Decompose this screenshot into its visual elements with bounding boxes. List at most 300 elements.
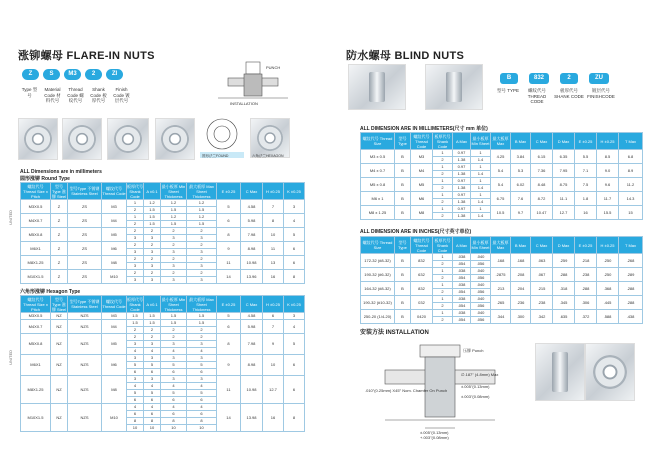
cell-shank: 5 (127, 362, 144, 369)
table-row (361, 150, 643, 157)
cell-code: M4 (102, 214, 127, 228)
cell-c: .168 (511, 254, 531, 268)
cell-shank: 3 (127, 341, 144, 348)
cell-max: 6 (187, 397, 217, 404)
cell-h: 8 (263, 214, 284, 228)
cell-a: .054 (453, 303, 471, 310)
header-cell: 最大板厚 Max (491, 133, 511, 150)
hex-flange-label: 六角法兰HEXAGON (252, 154, 284, 158)
cell-a: 3 (144, 376, 161, 383)
cell-a: 3 (144, 355, 161, 362)
blind-mm-table (360, 132, 643, 220)
cell-shank: 1 (433, 282, 453, 289)
cell-min: 2 (161, 270, 187, 277)
cell-size: M8X1.25 (21, 256, 51, 270)
cell-h: 16 (263, 270, 284, 284)
cell-type: B (395, 282, 411, 296)
cell-d: .215 (531, 282, 553, 296)
cell-code: M10 (102, 270, 127, 284)
cell-min: 10 (161, 425, 187, 432)
blind-caption-type: 型号 TYPE (496, 88, 519, 93)
header-cell: D Max (553, 133, 575, 150)
cell-shank: 2 (433, 213, 453, 220)
cell-max: 2 (187, 228, 217, 235)
cell-min: 1 (471, 164, 491, 171)
header-cell: 型号 Type (395, 133, 411, 150)
cell-e: .318 (553, 282, 575, 296)
cell-shank: 2 (433, 185, 453, 192)
hex-flange-drawing (252, 150, 298, 160)
cell-max: 5 (187, 390, 217, 397)
cell-max: 4 (187, 383, 217, 390)
table-row (21, 214, 305, 221)
header-cell: 型号Type 不锈钢 Stainless Steel (68, 296, 102, 313)
cell-min: 3 (161, 341, 187, 348)
punch-label: PUNCH (266, 65, 281, 70)
cell-a: 0.97 (453, 192, 471, 199)
cell-i: .445 (597, 296, 619, 310)
cell-min: 1.4 (471, 199, 491, 206)
cell-shank: 1 (433, 164, 453, 171)
cell-shank: 4 (127, 383, 144, 390)
cell-s: NZ (51, 334, 68, 355)
table-row (21, 320, 305, 327)
cell-min: 1.5 (161, 221, 187, 228)
blind-nut-photo-2 (425, 64, 483, 110)
cell-code: 032 (411, 296, 433, 310)
table-row (361, 296, 643, 303)
header-cell: 最大板厚 Max Sheet Thickness (187, 183, 217, 200)
cell-ss: ZS (68, 200, 102, 214)
cell-code: M4 (102, 320, 127, 334)
cell-d: 6.15 (531, 150, 553, 164)
cell-s: Z (51, 228, 68, 242)
cell-t: .268 (619, 254, 643, 268)
dims-note: ALL Dimensions are in millimeters (20, 169, 102, 175)
cell-e: 6 (217, 320, 241, 334)
round-type-table (20, 182, 305, 284)
cell-a: 0.97 (453, 178, 471, 185)
cell-shank: 1 (433, 254, 453, 261)
table-row (21, 376, 305, 383)
mm-header-row (361, 133, 643, 150)
cell-c: .300 (511, 310, 531, 324)
cell-b: .213 (491, 282, 511, 296)
cell-code: 0420 (411, 310, 433, 324)
cell-e: .288 (553, 268, 575, 282)
cell-shank: 2 (127, 207, 144, 214)
header-cell: 最大板厚 Max Sheet Thickness (187, 296, 217, 313)
cell-shank: 2 (433, 317, 453, 324)
cell-k: 5 (284, 228, 305, 242)
code-shank: 2 (85, 69, 102, 80)
cell-max: 8 (187, 418, 217, 425)
cell-code: M10 (102, 404, 127, 432)
header-cell: 板厚代号 Shank Code (127, 183, 143, 199)
cell-max: 10 (187, 425, 217, 432)
header-cell: A Max (453, 133, 471, 150)
cell-shank: 3 (127, 277, 144, 284)
cell-d: .238 (531, 296, 553, 310)
cell-k: 6 (284, 256, 305, 270)
blind-code-captions (496, 88, 616, 105)
cell-type: B (395, 268, 411, 282)
cell-e: 7.95 (553, 164, 575, 178)
cell-size: M10X1.5 (21, 270, 51, 284)
cell-shank: 2 (127, 270, 144, 277)
cell-i: 11.7 (597, 192, 619, 206)
cell-t: 6.8 (619, 150, 643, 164)
cell-shank: 1 (433, 178, 453, 185)
cell-k: 3 (284, 200, 305, 214)
cell-shank: 2 (433, 303, 453, 310)
cell-max: 1.2 (187, 214, 217, 221)
cell-size: 250-20 (1/4-20) (361, 310, 395, 324)
cell-i: .250 (597, 268, 619, 282)
cell-shank: 1 (127, 214, 144, 221)
cell-shank: 1 (433, 310, 453, 317)
cell-a: 1.38 (453, 157, 471, 164)
cell-ss: NZS (68, 334, 102, 355)
cell-shank: 2 (127, 228, 144, 235)
cell-e: 6 (217, 214, 241, 228)
cell-min: 2 (161, 327, 187, 334)
cell-b: 5.4 (491, 164, 511, 178)
table-row (361, 164, 643, 171)
caption-finish: Finish Code 镀层代号 (113, 87, 130, 103)
cell-max: 6 (187, 411, 217, 418)
cell-code: M3 (102, 313, 127, 320)
cell-size: M4X0.7 (21, 214, 51, 228)
cell-shank: 2 (127, 327, 144, 334)
cell-min: 5 (161, 362, 187, 369)
header-cell: 螺纹代号 Thread Code (411, 133, 433, 150)
cell-h: 16 (263, 404, 284, 432)
cell-size: M8X1.25 (21, 376, 51, 404)
cell-code: M5 (102, 228, 127, 242)
cell-min: 3 (161, 355, 187, 362)
cell-c: 3.84 (511, 150, 531, 164)
cell-h: 1.8 (575, 192, 597, 206)
cell-code: 832 (411, 254, 433, 268)
cell-min: .056 (471, 275, 491, 282)
cell-min: 1.4 (471, 171, 491, 178)
cell-s: NZ (51, 376, 68, 404)
cell-i: .588 (597, 310, 619, 324)
cell-a: 6 (144, 411, 161, 418)
round-nut-photo-1 (18, 118, 58, 160)
cell-min: 4 (161, 383, 187, 390)
cell-code: M8 (102, 376, 127, 404)
cell-c: 4.58 (241, 200, 263, 214)
cell-shank: 6 (127, 397, 144, 404)
cell-min: 1.2 (161, 200, 187, 207)
cell-shank: 4 (127, 404, 144, 411)
cell-b: .265 (491, 296, 511, 310)
install-label-tol4: +.003"(0.08mm) (420, 435, 449, 440)
cell-shank: 1 (433, 206, 453, 213)
cell-a: .038 (453, 254, 471, 261)
hex-side-label: UNITED (8, 350, 13, 365)
code-finish: ZI (106, 69, 123, 80)
cell-s: Z (51, 200, 68, 214)
cell-shank: 3 (127, 355, 144, 362)
table-row (21, 242, 305, 249)
cell-shank: 1 (433, 296, 453, 303)
cell-h: 10 (263, 355, 284, 376)
cell-ss: NZS (68, 313, 102, 320)
cell-b: .168 (491, 254, 511, 268)
blind-install-photo-2 (585, 343, 635, 401)
cell-a: .054 (453, 275, 471, 282)
header-cell: K ±0.25 (284, 183, 305, 200)
header-cell: 型号Type 涨铆 Steel (51, 296, 67, 312)
cell-shank: 2 (127, 242, 144, 249)
header-cell: B Max (511, 133, 531, 150)
cell-size: 190-32 (#6-32) (361, 268, 395, 282)
cell-h: .288 (575, 282, 597, 296)
cell-c: .236 (511, 296, 531, 310)
cell-a: 6 (144, 369, 161, 376)
cell-h: 7.1 (575, 164, 597, 178)
cell-type: B (395, 310, 411, 324)
cell-max: 6 (187, 369, 217, 376)
cell-h: .238 (575, 268, 597, 282)
table-row (21, 334, 305, 341)
cell-shank: 5 (127, 390, 144, 397)
cell-min: 3 (161, 249, 187, 256)
cell-a: 3 (144, 235, 161, 242)
cell-size: M6X1 (21, 242, 51, 256)
cell-k: 6 (284, 376, 305, 404)
cell-a: 2 (144, 256, 161, 263)
round-type-title: 圆形涨铆 Round Type (20, 176, 70, 182)
cell-shank: 6 (127, 369, 144, 376)
blind-install-photo-1 (535, 343, 585, 401)
cell-type: B (395, 178, 411, 192)
cell-min: 1 (471, 192, 491, 199)
cell-c: 5.98 (241, 320, 263, 334)
round-nut-photo-2 (62, 118, 102, 160)
cell-code: M4 (411, 164, 433, 178)
cell-a: 1.38 (453, 213, 471, 220)
cell-size: M6 x 1 (361, 192, 395, 206)
cell-a: 0.97 (453, 206, 471, 213)
header-cell: T Max (619, 237, 643, 254)
cell-i: 9.0 (597, 164, 619, 178)
code-captions (20, 87, 131, 104)
cell-a: 2 (144, 270, 161, 277)
header-cell: 最大板厚 Max (491, 237, 511, 254)
hex-header-row (21, 296, 305, 313)
cell-e: 9 (217, 355, 241, 376)
header-cell: 型号 Type (395, 237, 411, 254)
cell-shank: 2 (433, 171, 453, 178)
cell-max: 1.5 (187, 207, 217, 214)
cell-type: B (395, 254, 411, 268)
blind-code-thread: 832 (529, 73, 549, 84)
header-cell: 型号Type 涨铆 Steel (51, 183, 67, 199)
cell-a: .038 (453, 282, 471, 289)
code-material: S (43, 69, 60, 80)
cell-type: B (395, 296, 411, 310)
install-label-max: ∅.187" (4.8mm) Max (461, 372, 499, 377)
cell-h: .372 (575, 310, 597, 324)
cell-min: 6 (161, 369, 187, 376)
header-cell: H ±0.25 (263, 183, 284, 200)
header-cell: 螺纹代号 Thread Size x Pitch (21, 183, 51, 200)
table-row (361, 206, 643, 213)
cell-min: 4 (161, 348, 187, 355)
cell-i: 9.6 (597, 178, 619, 192)
cell-h: 13 (263, 256, 284, 270)
round-header-row (21, 183, 305, 200)
part-number-codes (22, 69, 123, 80)
cell-min: 2 (161, 256, 187, 263)
header-cell: 螺纹代号 Thread Size (361, 237, 395, 254)
cell-min: 6 (161, 397, 187, 404)
cell-s: Z (51, 242, 68, 256)
header-cell: 最小板厚 Min Sheet (471, 133, 491, 150)
cell-a: 6 (144, 397, 161, 404)
cell-shank: 2 (433, 261, 453, 268)
cell-h: 7 (263, 200, 284, 214)
install-label-tol2: ±.003"(0.08mm) (461, 394, 490, 399)
cell-ss: ZS (68, 270, 102, 284)
cell-size: M10X1.5 (21, 404, 51, 432)
cell-d: .067 (531, 268, 553, 282)
cell-a: .038 (453, 268, 471, 275)
cell-a: 3 (144, 249, 161, 256)
cell-a: 1.38 (453, 185, 471, 192)
cell-shank: 1 (433, 150, 453, 157)
cell-min: 1.2 (161, 214, 187, 221)
cell-shank: 2 (433, 289, 453, 296)
cell-e: 14 (217, 270, 241, 284)
blind-nuts-title: 防水螺母 BLIND NUTS (346, 50, 465, 62)
table-row (21, 404, 305, 411)
header-cell: 螺纹代号 Thread Code (102, 296, 127, 313)
table-row (361, 192, 643, 199)
cell-a: 4 (144, 404, 161, 411)
cell-shank: 2 (433, 199, 453, 206)
cell-a: 4 (144, 383, 161, 390)
cell-e: .345 (553, 296, 575, 310)
cell-ss: NZS (68, 320, 102, 334)
header-cell: 最小板厚 Min Sheet (471, 237, 491, 254)
cell-a: 1.5 (144, 320, 161, 327)
cell-d: 10.47 (531, 206, 553, 220)
mm-table-title: ALL DIMENSION ARE IN MILLIMETERS(尺寸 mm 单位) (360, 126, 488, 132)
blind-inch-table (360, 236, 643, 324)
header-cell: E ±0.25 (575, 237, 597, 254)
cell-min: 6 (161, 411, 187, 418)
cell-size: M4 x 0.7 (361, 164, 395, 178)
round-flange-drawing (196, 112, 248, 160)
header-cell: B Max (511, 237, 531, 254)
cell-ss: NZS (68, 376, 102, 404)
cell-a: 2 (144, 327, 161, 334)
cell-i: 8.5 (597, 150, 619, 164)
cell-min: 1 (471, 150, 491, 157)
cell-max: 4 (187, 404, 217, 411)
cell-size: 172-32 (#8-32) (361, 254, 395, 268)
cell-a: 5 (144, 362, 161, 369)
cell-c: 5.98 (241, 214, 263, 228)
header-cell: 螺纹代号 Thread Code (411, 237, 433, 254)
cell-d: 7.36 (531, 164, 553, 178)
cell-min: 1.5 (161, 207, 187, 214)
flare-in-nuts-title: 涨铆螺母 FLARE-IN NUTS (18, 50, 155, 62)
header-cell: 板厚代号 Shank Code (434, 237, 451, 253)
cell-c: .204 (511, 282, 531, 296)
cell-c: 13.98 (241, 404, 263, 432)
cell-k: 6 (284, 355, 305, 376)
cell-b: 10.5 (491, 206, 511, 220)
cell-a: .054 (453, 261, 471, 268)
cell-min: .056 (471, 303, 491, 310)
cell-min: 2 (161, 228, 187, 235)
cell-type: B (395, 150, 411, 164)
cell-code: M5 (411, 178, 433, 192)
cell-min: .040 (471, 310, 491, 317)
cell-a: .054 (453, 317, 471, 324)
cell-min: 1.5 (161, 313, 187, 320)
table-row (21, 313, 305, 320)
cell-a: 1.5 (144, 313, 161, 320)
table-row (21, 270, 305, 277)
cell-code: 832 (411, 282, 433, 296)
cell-c: 7.98 (241, 334, 263, 355)
cell-max: 2 (187, 334, 217, 341)
blind-caption-finish: 镀层代号 FINISHCODE (587, 88, 615, 99)
blind-code-shank: 2 (560, 73, 578, 84)
inch-table-title: ALL DIMENSION ARE IN INCHES(尺寸英寸单位) (360, 229, 472, 235)
cell-b: 6.75 (491, 192, 511, 206)
cell-max: 3 (187, 277, 217, 284)
header-cell: A Max (453, 237, 471, 254)
blind-caption-thread: 螺纹代号 THREAD CODE (527, 88, 547, 104)
cell-min: 3 (161, 277, 187, 284)
cell-type: B (395, 164, 411, 178)
cell-code: M5 (102, 334, 127, 355)
cell-h: 12.7 (263, 376, 284, 404)
cell-a: .054 (453, 289, 471, 296)
cell-shank: 1 (433, 192, 453, 199)
cell-c: 9.7 (511, 206, 531, 220)
header-cell: K ±0.25 (284, 296, 305, 313)
cell-code: M8 (411, 206, 433, 220)
cell-max: 5 (187, 362, 217, 369)
cell-t: 15 (619, 206, 643, 220)
cell-e: 14 (217, 404, 241, 432)
cell-ss: ZS (68, 256, 102, 270)
cell-min: 1 (471, 206, 491, 213)
inch-header-row (361, 237, 643, 254)
cell-shank: 10 (127, 425, 144, 432)
cell-ss: ZS (68, 228, 102, 242)
cell-max: 2 (187, 242, 217, 249)
cell-min: 3 (161, 235, 187, 242)
code-thread: M3 (64, 69, 81, 80)
cell-shank: 2 (433, 157, 453, 164)
cell-shank: 3 (127, 263, 144, 270)
cell-shank: 1 (433, 268, 453, 275)
cell-k: 5 (284, 334, 305, 355)
header-cell: E ±0.25 (575, 133, 597, 150)
cell-c: 6.02 (511, 178, 531, 192)
flare-install-drawing (208, 60, 298, 106)
